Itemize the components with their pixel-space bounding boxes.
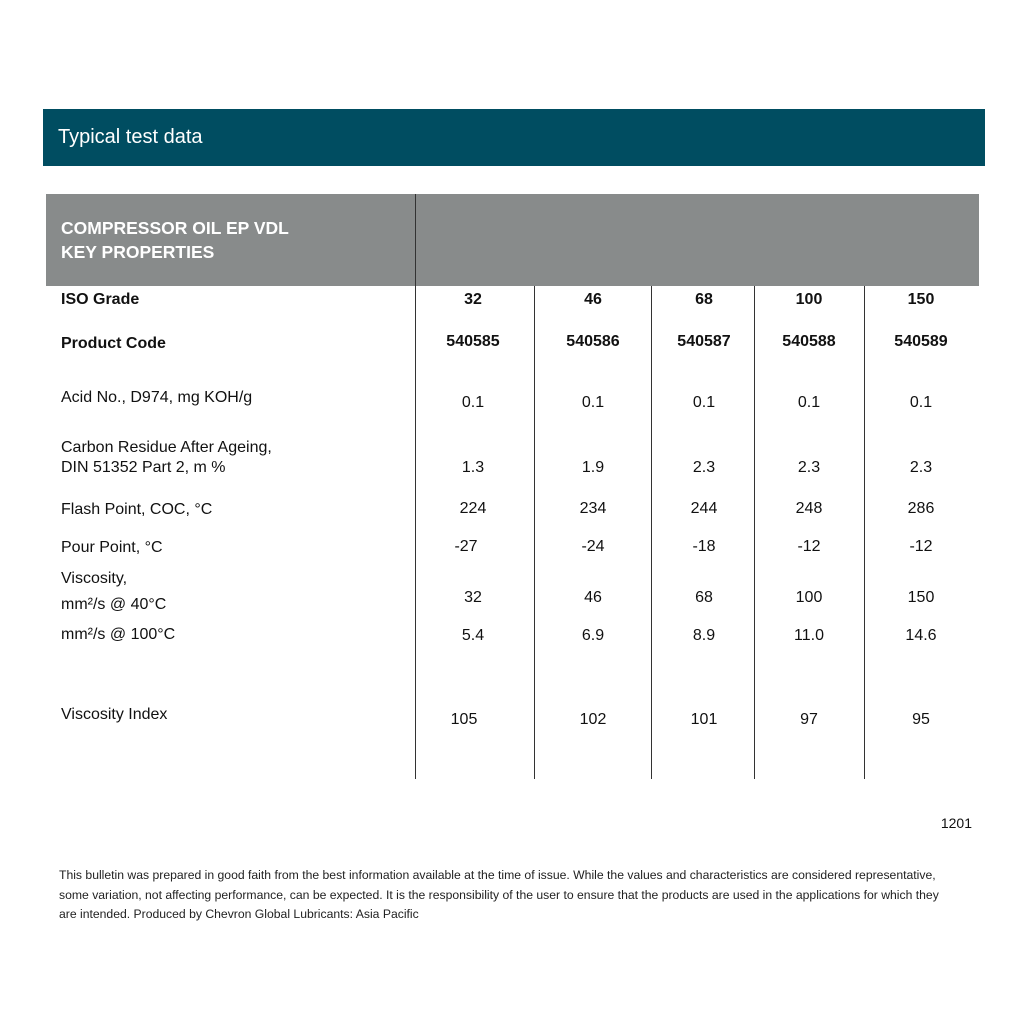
table-cell: 8.9 bbox=[692, 627, 716, 644]
table-cell: 0.1 bbox=[909, 394, 933, 411]
table-cell: 32 bbox=[464, 291, 482, 308]
column-divider bbox=[864, 286, 865, 779]
table-cell: 5.4 bbox=[461, 627, 485, 644]
table-cell: 46 bbox=[584, 291, 602, 308]
table-cell: 68 bbox=[695, 589, 713, 606]
column-divider bbox=[754, 286, 755, 779]
table-cell: 100 bbox=[795, 589, 823, 606]
row-label-product-code: Product Code bbox=[61, 335, 166, 352]
table-cell: 11.0 bbox=[794, 627, 824, 644]
table-header-line-2: KEY PROPERTIES bbox=[61, 242, 215, 262]
table-cell: 97 bbox=[800, 711, 818, 728]
row-label-acid-no: Acid No., D974, mg KOH/g bbox=[61, 389, 253, 406]
table-cell: 540586 bbox=[566, 333, 620, 350]
table-cell: 101 bbox=[690, 711, 718, 728]
row-label-viscosity: Viscosity, bbox=[61, 570, 128, 587]
row-label-carbon-residue-line-1: Carbon Residue After Ageing, bbox=[61, 439, 272, 456]
table-cell: 0.1 bbox=[581, 394, 605, 411]
table-cell: 244 bbox=[690, 500, 718, 517]
table-cell: -27 bbox=[454, 538, 478, 555]
column-divider bbox=[534, 286, 535, 779]
row-label-pour-point: Pour Point, °C bbox=[61, 539, 163, 556]
table-cell: 234 bbox=[579, 500, 607, 517]
table-cell: 2.3 bbox=[692, 459, 716, 476]
row-label-viscosity-index: Viscosity Index bbox=[61, 706, 168, 723]
table-cell: 1.3 bbox=[461, 459, 485, 476]
row-label-flash-point: Flash Point, COC, °C bbox=[61, 501, 213, 518]
table-cell: 100 bbox=[795, 291, 823, 308]
table-cell: 102 bbox=[579, 711, 607, 728]
row-label-carbon-residue bbox=[61, 438, 272, 478]
table-cell: 150 bbox=[907, 291, 935, 308]
row-label-carbon-residue-line-2: DIN 51352 Part 2, m % bbox=[61, 459, 226, 476]
table-cell: 2.3 bbox=[797, 459, 821, 476]
table-header-line-1: COMPRESSOR OIL EP VDL bbox=[61, 218, 289, 238]
section-title: Typical test data bbox=[43, 109, 985, 166]
table-cell: 95 bbox=[912, 711, 930, 728]
column-divider bbox=[651, 286, 652, 779]
table-cell: 540589 bbox=[894, 333, 948, 350]
table-header-title bbox=[61, 216, 411, 264]
table-cell: 540585 bbox=[446, 333, 500, 350]
table-cell: 0.1 bbox=[692, 394, 716, 411]
table-cell: 14.6 bbox=[905, 627, 937, 644]
table-cell: 248 bbox=[795, 500, 823, 517]
row-label-viscosity-100c: mm²/s @ 100°C bbox=[61, 626, 176, 643]
table-cell: 68 bbox=[695, 291, 713, 308]
table-cell: 1.9 bbox=[581, 459, 605, 476]
table-cell: 0.1 bbox=[797, 394, 821, 411]
table-cell: -24 bbox=[581, 538, 605, 555]
table-cell: -18 bbox=[692, 538, 716, 555]
table-cell: 32 bbox=[464, 589, 482, 606]
table-cell: -12 bbox=[909, 538, 933, 555]
table-header-bar bbox=[46, 194, 979, 286]
table-cell: 540587 bbox=[677, 333, 731, 350]
document-code: 1201 bbox=[940, 815, 972, 831]
column-divider bbox=[415, 194, 416, 779]
row-label-iso-grade: ISO Grade bbox=[61, 291, 140, 308]
row-label-viscosity-40c: mm²/s @ 40°C bbox=[61, 596, 167, 613]
table-cell: 6.9 bbox=[581, 627, 605, 644]
table-cell: 46 bbox=[584, 589, 602, 606]
table-cell: 150 bbox=[907, 589, 935, 606]
table-cell: 2.3 bbox=[909, 459, 933, 476]
table-cell: 286 bbox=[907, 500, 935, 517]
disclaimer-text: This bulletin was prepared in good faith from the best information available at the time of issue. While the values and characteristics are considered representative, some variation, not affecting performance, can be expected. It is the responsibility of the user to ensure that the products are used in the applications for which they are intended. Produced by Chevron Global Lubricants: Asia Pacific bbox=[59, 868, 939, 921]
table-cell: -12 bbox=[797, 538, 821, 555]
table-cell: 540588 bbox=[782, 333, 836, 350]
table-cell: 224 bbox=[459, 500, 487, 517]
table-cell: 105 bbox=[450, 711, 478, 728]
table-cell: 0.1 bbox=[461, 394, 485, 411]
